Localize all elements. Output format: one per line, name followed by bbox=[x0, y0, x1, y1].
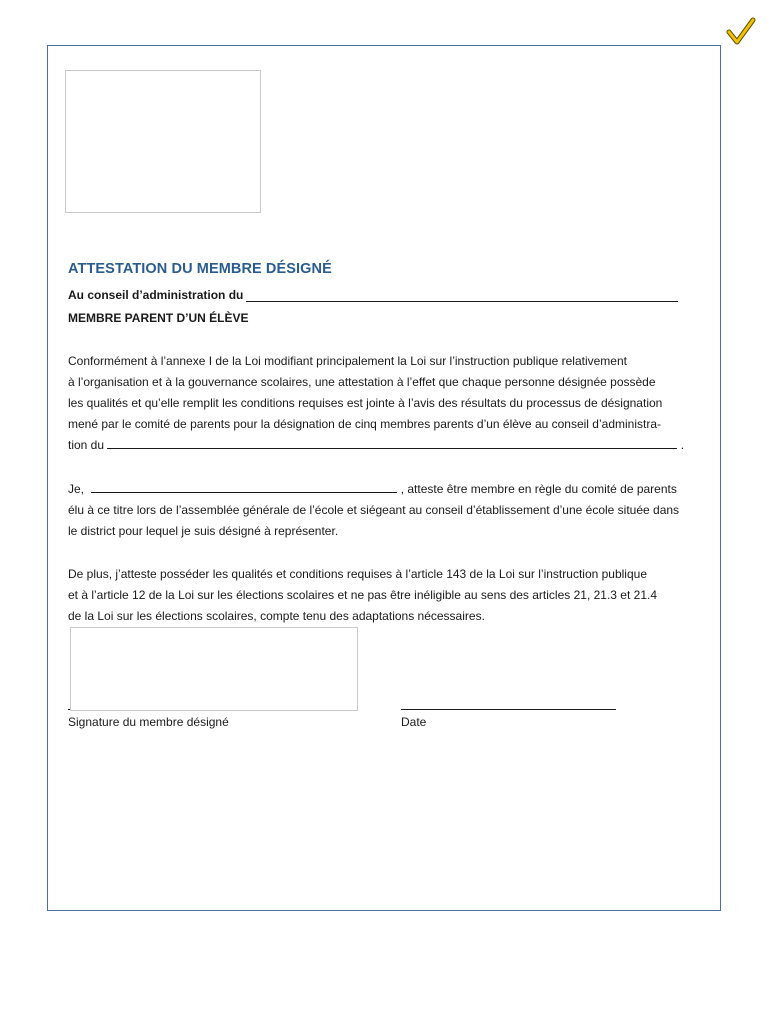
paragraph-1-line: à l’organisation et à la gouvernance scolaires, une attestation à l’effet que chaque personne désignée possède bbox=[68, 375, 656, 389]
paragraph-1-line: Conformément à l’annexe I de la Loi modifiant principalement la Loi sur l’instruction publique relativement bbox=[68, 354, 627, 368]
paragraph-2-line: le district pour lequel je suis désigné à représenter. bbox=[68, 524, 339, 538]
date-label: Date bbox=[401, 715, 427, 729]
paragraph-3 bbox=[68, 564, 698, 627]
paragraph-1-end: . bbox=[680, 438, 685, 452]
paragraph-1-line: mené par le comité de parents pour la désignation de cinq membres parents d’un élève au conseil d’administra- bbox=[68, 417, 661, 431]
council-row bbox=[68, 288, 678, 302]
member-type: MEMBRE PARENT D’UN ÉLÈVE bbox=[68, 311, 249, 325]
paragraph-1-last-line bbox=[68, 435, 698, 456]
paragraph-3-line: de la Loi sur les élections scolaires, compte tenu des adaptations nécessaires. bbox=[68, 609, 485, 623]
paragraph-1-line: tion du bbox=[68, 438, 105, 452]
paragraph-1 bbox=[68, 351, 698, 456]
logo-placeholder bbox=[65, 70, 261, 213]
paragraph-2-start: Je, bbox=[68, 482, 85, 496]
checkmark-icon bbox=[726, 16, 756, 46]
paragraph-2 bbox=[68, 479, 698, 542]
signature-label: Signature du membre désigné bbox=[68, 715, 229, 729]
date-field[interactable] bbox=[401, 709, 616, 710]
member-name-field[interactable] bbox=[91, 480, 397, 493]
form-title: ATTESTATION DU MEMBRE DÉSIGNÉ bbox=[68, 261, 332, 277]
paragraph-1-line: les qualités et qu’elle remplit les conditions requises est jointe à l’avis des résultats du processus de désignation bbox=[68, 396, 663, 410]
paragraph-2-rest: , atteste être membre en règle du comité de parents bbox=[400, 482, 677, 496]
signature-field[interactable] bbox=[70, 627, 358, 711]
school-center-field[interactable] bbox=[107, 436, 677, 449]
council-label: Au conseil d’administration du bbox=[68, 288, 244, 302]
paragraph-3-line: et à l’article 12 de la Loi sur les élections scolaires et ne pas être inéligible au sens des articles 21, 21.3 et 21.4 bbox=[68, 588, 658, 602]
council-name-field[interactable] bbox=[246, 290, 678, 302]
paragraph-2-line: élu à ce titre lors de l’assemblée générale de l’école et siégeant au conseil d’établissement d’une école située dans bbox=[68, 503, 680, 517]
paragraph-2-first-line bbox=[68, 479, 698, 500]
paragraph-3-line: De plus, j’atteste posséder les qualités et conditions requises à l’article 143 de la Loi sur l’instruction publique bbox=[68, 567, 647, 581]
